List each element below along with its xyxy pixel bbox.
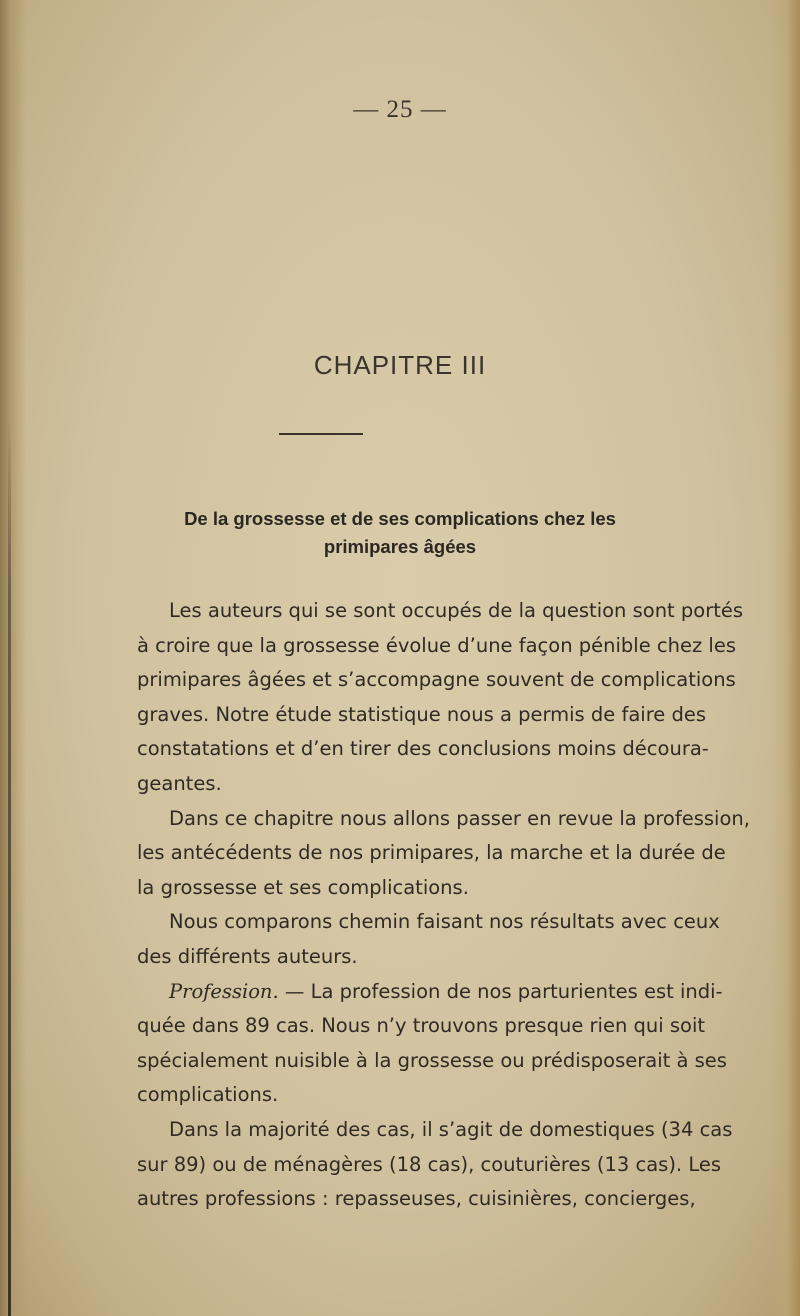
text-line: graves. Notre étude statistique nous a permis de faire des — [137, 702, 707, 726]
section-heading — [0, 505, 800, 561]
page-left-edge — [0, 0, 26, 1316]
section-heading-line-1: De la grossesse et de ses complications chez les — [184, 508, 616, 529]
text-line: sur 89) ou de ménagères (18 cas), couturières (13 cas). Les — [137, 1152, 722, 1176]
text-line: Les auteurs qui se sont occupés de la question sont portés — [169, 599, 744, 622]
text-line: complications. — [137, 1083, 279, 1107]
profession-lead: Profession. — [169, 979, 279, 1003]
text-line: Nous comparons chemin faisant nos résultats avec ceux — [169, 910, 720, 934]
text-line: spécialement nuisible à la grossesse ou prédisposerait à ses — [137, 1048, 727, 1072]
text-line: à croire que la grossesse évolue d’une façon pénible chez les — [137, 633, 736, 657]
text-line: Dans ce chapitre nous allons passer en revue la profession, — [169, 806, 750, 830]
text-line: primipares âgées et s’accompagne souvent de complications — [137, 668, 736, 692]
profession-line-rest: — La profession de nos parturientes est indi- — [278, 979, 723, 1003]
text-line: la grossesse et ses complications. — [137, 875, 469, 899]
section-heading-line-2: primipares âgées — [323, 536, 477, 557]
text-line: des différents auteurs. — [137, 944, 358, 968]
text-line: constatations et d’en tirer des conclusions moins découra- — [137, 737, 709, 761]
chapter-title: CHAPITRE III — [313, 350, 487, 380]
page-number: — 25 — — [353, 96, 447, 123]
text-line: autres professions : repasseuses, cuisinières, concierges, — [137, 1187, 696, 1211]
body-text — [137, 594, 750, 1217]
text-line: les antécédents de nos primipares, la marche et la durée de — [137, 841, 726, 865]
text-line: geantes. — [137, 771, 222, 795]
text-line: quée dans 89 cas. Nous n’y trouvons presque rien qui soit — [137, 1014, 706, 1038]
text-line — [137, 975, 723, 1010]
title-rule — [279, 433, 363, 435]
text-line: Dans la majorité des cas, il s’agit de domestiques (34 cas — [169, 1117, 733, 1141]
page-right-edge — [770, 0, 800, 1316]
